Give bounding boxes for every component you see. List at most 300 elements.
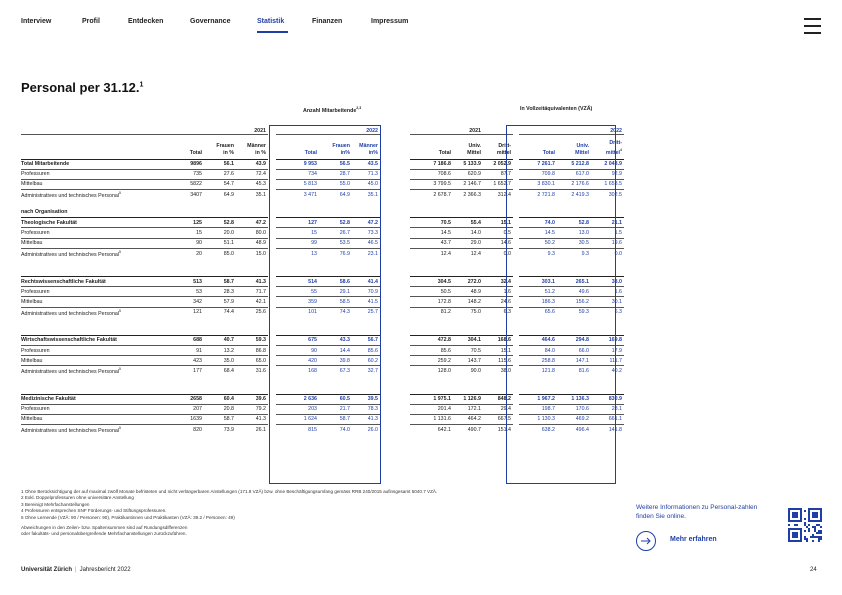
- table-cell: 302.5: [591, 190, 624, 200]
- table-cell: 32.7: [352, 366, 380, 376]
- table-cell: 9 953: [276, 159, 319, 169]
- table-cell: 15: [276, 228, 319, 238]
- table-cell: 141.8: [591, 425, 624, 435]
- table-cell: 21.7: [319, 404, 352, 414]
- column-gap: [268, 394, 276, 404]
- col-fte-total-2022: Total: [519, 134, 557, 156]
- footnote: 5 Ohne Lernende (VZÄ: 90 / Personen: 90), Praktikantinnen und Praktikanten (VZÄ: 39.2 / Personen: 49): [21, 514, 235, 520]
- table-cell: 13.2: [204, 345, 236, 355]
- table-cell: 21.1: [591, 218, 624, 228]
- column-gap: [380, 345, 410, 355]
- qr-code-icon[interactable]: [788, 508, 822, 542]
- table-cell: 87.7: [483, 169, 513, 179]
- row-label-text: Rechtswissenschaftliche Fakultät: [21, 278, 106, 285]
- table-cell: 1 136.3: [557, 394, 591, 404]
- table-cell: 0.5: [483, 228, 513, 238]
- section-gap: [21, 376, 624, 394]
- page-title: Personal per 31.12.$^1$: [21, 80, 144, 95]
- table-cell: 464.6: [519, 335, 557, 345]
- column-gap: [268, 404, 276, 414]
- table-row: [21, 179, 624, 189]
- table-cell: 71.7: [236, 287, 268, 297]
- table-cell: 60.2: [352, 356, 380, 366]
- column-gap: [380, 414, 410, 424]
- table-cell: 28.7: [319, 169, 352, 179]
- footnote-ref: 5: [119, 367, 121, 372]
- column-gap: [380, 335, 410, 345]
- table-cell: 20.8: [204, 404, 236, 414]
- table-cell: 47.2: [352, 218, 380, 228]
- row-label-text: Professuren: [21, 406, 50, 413]
- table-cell: 25.7: [352, 307, 380, 317]
- table-cell: 46.5: [352, 238, 380, 248]
- row-label-text: Mittelbau: [21, 181, 43, 188]
- table-cell: 70.5: [453, 345, 483, 355]
- section-gap-row: [21, 259, 624, 277]
- row-label: [21, 287, 162, 297]
- col-total-2021: Total: [162, 134, 204, 156]
- header-blank: [21, 134, 162, 156]
- table-cell: 25.6: [236, 307, 268, 317]
- footer-brand: Universität Zürich | Jahresbericht 2022: [21, 567, 131, 573]
- personnel-table: [21, 126, 624, 435]
- row-label-text: Wirtschaftswissenschaftliche Fakultät: [21, 337, 117, 344]
- menu-icon[interactable]: [804, 17, 821, 35]
- table-cell: 74.0: [319, 425, 352, 435]
- row-label-text: Administratives und technisches Personal: [21, 310, 120, 317]
- table-cell: 1639: [162, 414, 204, 424]
- footnote-ref: 5: [119, 308, 121, 313]
- table-cell: 70.9: [352, 287, 380, 297]
- table-cell: 9896: [162, 159, 204, 169]
- column-gap: [380, 248, 410, 258]
- table-cell: 26.0: [352, 425, 380, 435]
- row-label: [21, 307, 162, 317]
- table-cell: 99: [276, 238, 319, 248]
- row-label: [21, 297, 162, 307]
- row-label: [21, 345, 162, 355]
- table-cell: 5 133.9: [453, 159, 483, 169]
- table-cell: 55.4: [453, 218, 483, 228]
- table-cell: 642.1: [410, 425, 453, 435]
- row-label-text: Administratives und technisches Personal: [21, 192, 120, 199]
- row-label-text: Mittelbau: [21, 240, 43, 247]
- table-cell: 342: [162, 297, 204, 307]
- table-cell: 50.2: [519, 238, 557, 248]
- table-cell: 41.3: [236, 277, 268, 287]
- column-gap: [380, 366, 410, 376]
- table-cell: 41.4: [352, 277, 380, 287]
- table-cell: 12.4: [410, 248, 453, 258]
- table-cell: 91: [162, 345, 204, 355]
- table-cell: 17.9: [591, 345, 624, 355]
- column-gap: [380, 297, 410, 307]
- table-cell: 29.4: [483, 404, 513, 414]
- table-cell: 830.9: [591, 394, 624, 404]
- table-cell: 58.7: [319, 414, 352, 424]
- row-label: [21, 179, 162, 189]
- nav-item-finanzen[interactable]: Finanzen: [312, 18, 343, 25]
- table-cell: 172.8: [410, 297, 453, 307]
- table-cell: 3 830.1: [519, 179, 557, 189]
- row-label-text: Professuren: [21, 288, 50, 295]
- row-label: [21, 218, 162, 228]
- table-cell: 735: [162, 169, 204, 179]
- table-row: [21, 335, 624, 345]
- table-cell: 638.2: [519, 425, 557, 435]
- table-cell: 2 721.8: [519, 190, 557, 200]
- table-cell: 14.5: [519, 228, 557, 238]
- table-cell: 13.0: [557, 228, 591, 238]
- more-info-label: Mehr erfahren: [670, 536, 717, 543]
- table-cell: 58.7: [204, 414, 236, 424]
- more-info-text: Weitere Informationen zu Personal-zahlen finden Sie online.: [636, 504, 758, 520]
- column-gap: [380, 238, 410, 248]
- group-header-fte: In Vollzeitäquivalenten (VZÄ): [520, 106, 593, 112]
- table-cell: 30.1: [591, 297, 624, 307]
- table-cell: 53: [162, 287, 204, 297]
- table-cell: 661.1: [591, 414, 624, 424]
- row-label-text: Mittelbau: [21, 416, 43, 423]
- table-cell: 115.6: [483, 356, 513, 366]
- column-gap: [268, 366, 276, 376]
- row-label: [21, 228, 162, 238]
- table-cell: 64.9: [204, 190, 236, 200]
- table-cell: 90.0: [453, 366, 483, 376]
- table-cell: 60.5: [319, 394, 352, 404]
- footnote-ref: 5: [119, 426, 121, 431]
- table-cell: 67.3: [319, 366, 352, 376]
- table-cell: 81.2: [410, 307, 453, 317]
- footnote-ref: 5: [119, 249, 121, 254]
- column-gap: [268, 169, 276, 179]
- row-label-text: Administratives und technisches Personal: [21, 369, 120, 376]
- table-cell: 259.2: [410, 356, 453, 366]
- table-cell: 35.1: [236, 190, 268, 200]
- header-blank: [519, 126, 557, 134]
- table-cell: 41.3: [352, 414, 380, 424]
- table-cell: 170.6: [557, 404, 591, 414]
- table-cell: 294.8: [557, 335, 591, 345]
- page-number: 24: [810, 567, 817, 573]
- column-gap: [268, 159, 276, 169]
- table-cell: 177: [162, 366, 204, 376]
- table-cell: 265.1: [557, 277, 591, 287]
- table-cell: 2 366.3: [453, 190, 483, 200]
- table-cell: 1 130.3: [519, 414, 557, 424]
- col-women-2021: Frauen in %: [204, 134, 236, 156]
- table-cell: 52.8: [204, 218, 236, 228]
- column-gap: [380, 228, 410, 238]
- table-row: [21, 248, 624, 258]
- table-row: [21, 425, 624, 435]
- column-header-row: [21, 134, 624, 156]
- table-cell: 1 967.2: [519, 394, 557, 404]
- table-cell: 148.2: [453, 297, 483, 307]
- row-label: [21, 335, 162, 345]
- table-cell: 3 799.5: [410, 179, 453, 189]
- table-cell: 65.6: [519, 307, 557, 317]
- table-cell: 56.5: [319, 159, 352, 169]
- table-cell: 5 813: [276, 179, 319, 189]
- group-header-headcount: Anzahl Mitarbeitende$^{2,3}$: [303, 106, 362, 114]
- table-cell: 1 975.1: [410, 394, 453, 404]
- table-cell: 820: [162, 425, 204, 435]
- table-cell: 168: [276, 366, 319, 376]
- table-cell: 24.6: [483, 297, 513, 307]
- table-cell: 28.3: [204, 287, 236, 297]
- table-cell: 151.4: [483, 425, 513, 435]
- table-cell: 169.8: [591, 335, 624, 345]
- table-cell: 53.5: [319, 238, 352, 248]
- nav-item-statistik[interactable]: Statistik: [257, 18, 285, 25]
- column-gap: [380, 404, 410, 414]
- table-cell: 20.0: [204, 228, 236, 238]
- row-label-text: Medizinische Fakultät: [21, 396, 76, 403]
- section-gap-row: [21, 376, 624, 394]
- table-cell: 2 636: [276, 394, 319, 404]
- table-cell: 41.3: [236, 414, 268, 424]
- footnote: 4 Professuren entsprechen SNF Förderungs- und Stiftungsprofessuren.: [21, 508, 167, 514]
- table-cell: 14.0: [453, 228, 483, 238]
- nav-item-entdecken[interactable]: Entdecken: [128, 18, 164, 25]
- table-cell: 85.6: [410, 345, 453, 355]
- footnote-remark: Abweichungen in den Zeilen- bzw. Spaltensummen sind auf Rundungsdifferenzen: [21, 525, 188, 531]
- column-gap: [268, 356, 276, 366]
- section-gap: [21, 317, 624, 335]
- table-cell: 52.8: [557, 218, 591, 228]
- table-cell: 1 653.5: [591, 179, 624, 189]
- table-cell: 1.6: [483, 287, 513, 297]
- table-row: [21, 414, 624, 424]
- table-cell: 6.3: [591, 307, 624, 317]
- row-label: [21, 277, 162, 287]
- table-cell: 26.1: [236, 425, 268, 435]
- table-cell: 156.2: [557, 297, 591, 307]
- table-cell: 708.6: [410, 169, 453, 179]
- column-gap: [380, 218, 410, 228]
- row-label-text: Administratives und technisches Personal: [21, 427, 120, 434]
- column-gap: [380, 425, 410, 435]
- nav-item-governance[interactable]: Governance: [190, 18, 231, 25]
- table-cell: 2 176.6: [557, 179, 591, 189]
- table-cell: 127: [276, 218, 319, 228]
- table-cell: 85.0: [204, 248, 236, 258]
- table-cell: 45.3: [236, 179, 268, 189]
- table-cell: 5 212.8: [557, 159, 591, 169]
- column-gap: [268, 414, 276, 424]
- table-cell: 464.2: [453, 414, 483, 424]
- table-cell: 15.0: [236, 248, 268, 258]
- table-cell: 201.4: [410, 404, 453, 414]
- year-2022-headcount: 2022: [366, 127, 378, 134]
- year-2021-fte: 2021: [469, 127, 481, 134]
- col-third-2022: Dritt- mittel$^4$: [591, 134, 624, 156]
- table-cell: 6.3: [483, 307, 513, 317]
- table-cell: 56.1: [204, 159, 236, 169]
- table-cell: 667.5: [483, 414, 513, 424]
- column-gap: [380, 356, 410, 366]
- table-cell: 258.8: [519, 356, 557, 366]
- table-row: [21, 366, 624, 376]
- table-cell: 121: [162, 307, 204, 317]
- table-cell: 688: [162, 335, 204, 345]
- row-label: [21, 366, 162, 376]
- table-cell: 49.6: [557, 287, 591, 297]
- table-cell: 39.6: [236, 394, 268, 404]
- nav-item-impressum[interactable]: Impressum: [371, 18, 409, 25]
- column-gap: [268, 425, 276, 435]
- column-gap: [483, 126, 513, 134]
- table-cell: 73.3: [352, 228, 380, 238]
- table-cell: 203: [276, 404, 319, 414]
- table-cell: 59.3: [236, 335, 268, 345]
- table-cell: 168.6: [483, 335, 513, 345]
- table-row: [21, 307, 624, 317]
- table-cell: 2 052.9: [483, 159, 513, 169]
- table-cell: 81.6: [557, 366, 591, 376]
- table-row: [21, 218, 624, 228]
- row-label-text: Mittelbau: [21, 357, 43, 364]
- section-gap-row: [21, 317, 624, 335]
- nav-item-interview[interactable]: Interview: [21, 18, 52, 25]
- table-row: [21, 190, 624, 200]
- table-cell: 40.2: [591, 366, 624, 376]
- col-men-2022: Männer in%: [352, 134, 380, 156]
- footnote-remark: oder fakultäts- und personalübergreifende Mehrfachanstellungen zurückzuführen.: [21, 531, 187, 537]
- table-cell: 2 419.3: [557, 190, 591, 200]
- table-cell: 80.0: [236, 228, 268, 238]
- table-cell: 469.2: [557, 414, 591, 424]
- table-row: [21, 238, 624, 248]
- table-cell: 58.7: [204, 277, 236, 287]
- table-row: [21, 297, 624, 307]
- table-cell: 76.9: [319, 248, 352, 258]
- column-gap: [268, 134, 276, 156]
- table-cell: 92.9: [591, 169, 624, 179]
- table-cell: 1.5: [591, 228, 624, 238]
- table-cell: 39.5: [352, 394, 380, 404]
- row-label-text: Professuren: [21, 171, 50, 178]
- header-blank: [410, 126, 453, 134]
- row-label: [21, 159, 162, 169]
- row-label-text: Mittelbau: [21, 298, 43, 305]
- table-cell: 13: [276, 248, 319, 258]
- table-cell: 41.5: [352, 297, 380, 307]
- header-blank: [204, 126, 236, 134]
- header-blank: [319, 126, 352, 134]
- row-label: [21, 394, 162, 404]
- table-cell: 43.9: [236, 159, 268, 169]
- table-cell: 90: [162, 238, 204, 248]
- table-cell: 45.0: [352, 179, 380, 189]
- column-gap: [380, 179, 410, 189]
- table-cell: 39.8: [319, 356, 352, 366]
- table-cell: 51.2: [519, 287, 557, 297]
- row-label: [21, 238, 162, 248]
- table-cell: 9.3: [519, 248, 557, 258]
- row-label-text: Professuren: [21, 347, 50, 354]
- table-cell: 47.2: [236, 218, 268, 228]
- table-cell: 3407: [162, 190, 204, 200]
- table-cell: 359: [276, 297, 319, 307]
- table-cell: 64.9: [319, 190, 352, 200]
- col-women-2022: Frauen in%: [319, 134, 352, 156]
- table-cell: 304.5: [410, 277, 453, 287]
- table-cell: 40.7: [204, 335, 236, 345]
- row-label: [21, 404, 162, 414]
- table-cell: 620.9: [453, 169, 483, 179]
- table-cell: 514: [276, 277, 319, 287]
- table-cell: 58.5: [319, 297, 352, 307]
- table-cell: 30.5: [557, 238, 591, 248]
- table-cell: 70.5: [410, 218, 453, 228]
- table-cell: 74.4: [204, 307, 236, 317]
- column-gap: [380, 307, 410, 317]
- column-gap: [268, 297, 276, 307]
- table-row: [21, 404, 624, 414]
- col-univ-2021: Univ. Mittel: [453, 134, 483, 156]
- table-cell: 84.0: [519, 345, 557, 355]
- table-cell: 125: [162, 218, 204, 228]
- table-cell: 85.6: [352, 345, 380, 355]
- row-label-text: Administratives und technisches Personal: [21, 251, 120, 258]
- table-cell: 101: [276, 307, 319, 317]
- header-blank: [557, 126, 591, 134]
- table-cell: 27.6: [204, 169, 236, 179]
- table-cell: 71.3: [352, 169, 380, 179]
- table-row: [21, 345, 624, 355]
- table-cell: 128.0: [410, 366, 453, 376]
- table-row: [21, 277, 624, 287]
- table-cell: 1 126.9: [453, 394, 483, 404]
- nav-active-underline: [257, 31, 288, 33]
- table-cell: 23.1: [352, 248, 380, 258]
- row-label: [21, 356, 162, 366]
- table-cell: 172.1: [453, 404, 483, 414]
- row-label: [21, 414, 162, 424]
- more-info-link[interactable]: [636, 531, 736, 551]
- table-cell: 14.4: [319, 345, 352, 355]
- table-cell: 496.4: [557, 425, 591, 435]
- table-cell: 272.0: [453, 277, 483, 287]
- footnote-ref: 5: [119, 191, 121, 196]
- year-2021-headcount: 2021: [254, 127, 266, 134]
- table-cell: 78.3: [352, 404, 380, 414]
- table-cell: 79.2: [236, 404, 268, 414]
- row-label-text: Professuren: [21, 230, 50, 237]
- table-cell: 7 261.7: [519, 159, 557, 169]
- header-blank: [276, 126, 319, 134]
- table-cell: 5822: [162, 179, 204, 189]
- column-gap: [268, 307, 276, 317]
- table-cell: 2658: [162, 394, 204, 404]
- col-third-2021: Dritt- mittel: [483, 134, 513, 156]
- table-cell: 86.8: [236, 345, 268, 355]
- column-gap: [380, 394, 410, 404]
- row-label: [21, 248, 162, 258]
- column-gap: [268, 345, 276, 355]
- column-gap: [380, 277, 410, 287]
- nav-item-profil[interactable]: Profil: [82, 18, 100, 25]
- column-gap: [268, 190, 276, 200]
- col-univ-2022: Univ. Mittel: [557, 134, 591, 156]
- table-cell: 1 652.7: [483, 179, 513, 189]
- table-cell: 0.0: [483, 248, 513, 258]
- table-cell: 19.6: [591, 238, 624, 248]
- table-cell: 42.1: [236, 297, 268, 307]
- table-cell: 1.6: [591, 287, 624, 297]
